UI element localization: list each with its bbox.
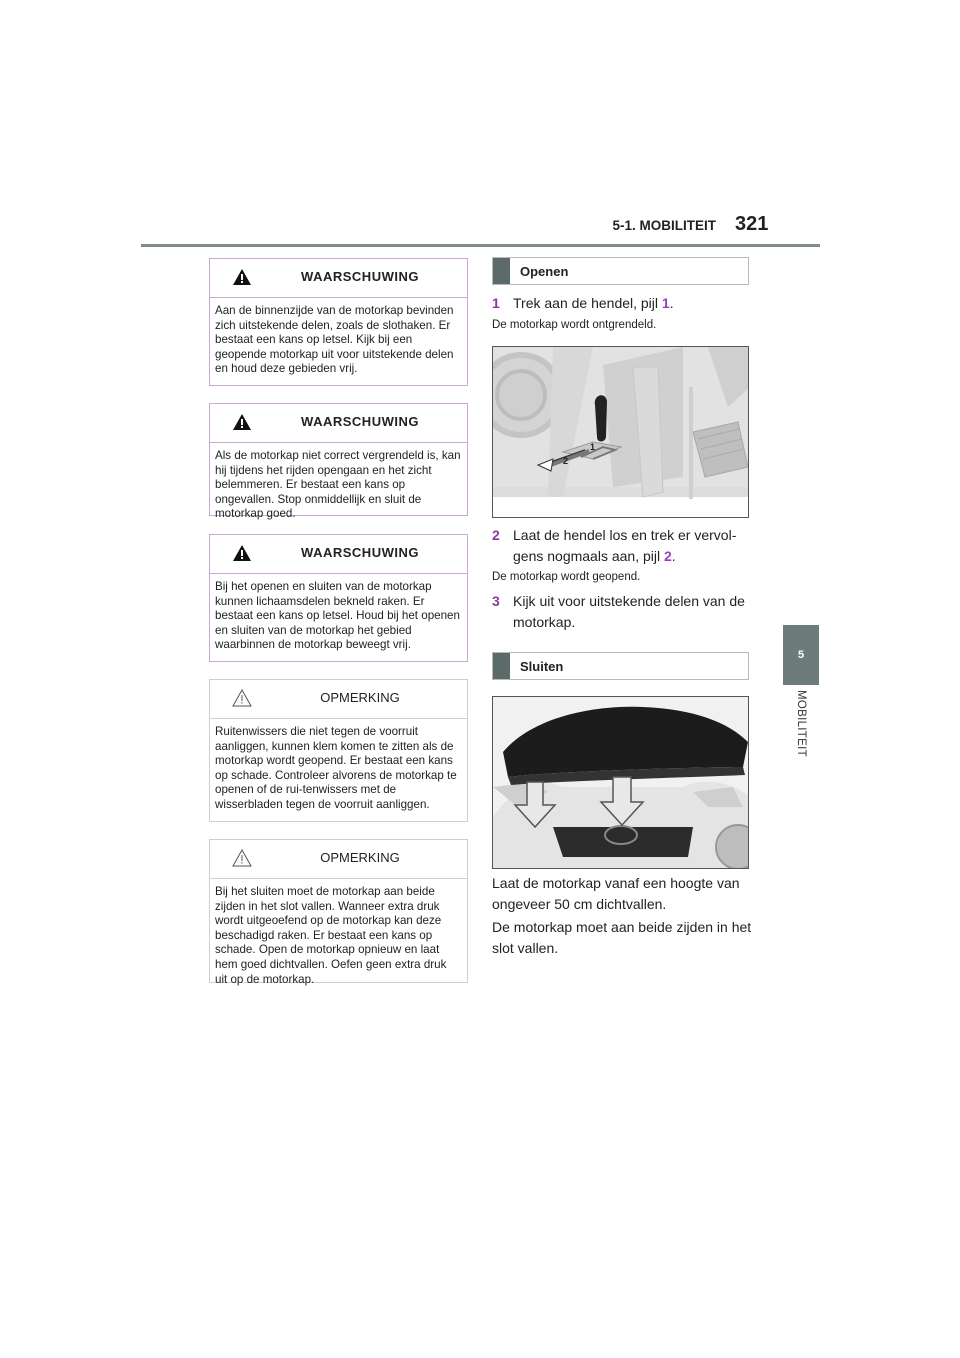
warning-icon [232,544,252,562]
step-1: 1 Trek aan de hendel, pijl 1. [492,295,674,311]
figure-label-2: 2 [563,456,569,466]
section-heading-openen: Openen [492,257,749,285]
step-2: 2 Laat de hendel los en trek er vervol-gens nogmaals aan, pijl 2. [492,527,737,564]
caution-icon [232,849,252,867]
closing-instruction: Laat de motorkap vanaf een hoogte van ongeveer 50 cm dichtvallen. [492,875,740,912]
warning-icon [232,413,252,431]
figure-label-1: 1 [590,442,596,452]
warning-icon [232,268,252,286]
note-title: OPMERKING [320,690,400,705]
warning-box [209,403,468,521]
warning-title: WAARSCHUWING [301,269,419,284]
closing-note: De motorkap moet aan beide zijden in het slot vallen. [492,919,752,956]
note-text: Ruitenwissers die niet tegen de voorruit aanliggen, kunnen klem komen te zitten als de motorkap wordt geopend. Er bestaat een kans op schade. Controleer alvorens de motorkap te openen of de rui-tenwissers met de wisserbladen tegen de voorruit aanliggen. [215,725,457,811]
section-heading-sluiten: Sluiten [492,652,749,680]
warning-text: Bij het openen en sluiten van de motorkap kunnen lichaamsdelen bekneld raken. Er bestaat een kans op letsel. Houd bij het openen en sluiten van de motorkap het gebied waarbinnen de motorkap beweegt vrij. [215,580,460,652]
warning-title: WAARSCHUWING [301,545,419,560]
header-rule [141,244,820,247]
warning-text: Als de motorkap niet correct vergrendeld is, kan hij tijdens het rijden opengaan en het zicht belemmeren. Er bestaat een kans op ongevallen. Stop onmiddellijk en sluit de motorkap goed. [215,449,461,521]
step-1-result: De motorkap wordt ontgrendeld. [492,319,657,331]
chapter-label: MOBILITEIT [795,690,807,757]
warning-box [209,534,468,662]
step-2-result: De motorkap wordt geopend. [492,571,641,583]
page-number: 321 [735,213,769,235]
hood-closing-illustration [492,696,749,869]
note-box [209,839,468,986]
hood-release-illustration [492,346,749,518]
note-text: Bij het sluiten moet de motorkap aan beide zijden in het slot vallen. Wanneer extra druk wordt uitgeoefend op de motorkap kan deze beschadigd raken. Er bestaat een kans op schade. Open de motorkap opnieuw en laat hem goed dichtvallen. Oefen geen extra druk uit op de motorkap. [215,885,447,986]
caution-icon [232,689,252,707]
chapter-tab: 5 [783,625,819,685]
note-box [209,679,468,822]
section-title: 5-1. MOBILITEIT [612,218,716,233]
note-title: OPMERKING [320,850,400,865]
warning-box [209,258,468,386]
warning-text: Aan de binnenzijde van de motorkap bevinden zich uitstekende delen, zoals de slothaken. Er bestaat een kans op letsel. Kijk bij een geopende motorkap uit voor uitstekende delen en houd deze gebieden vrij. [215,304,454,376]
warning-title: WAARSCHUWING [301,414,419,429]
step-3: 3 Kijk uit voor uitstekende delen van de motorkap. [492,593,745,630]
